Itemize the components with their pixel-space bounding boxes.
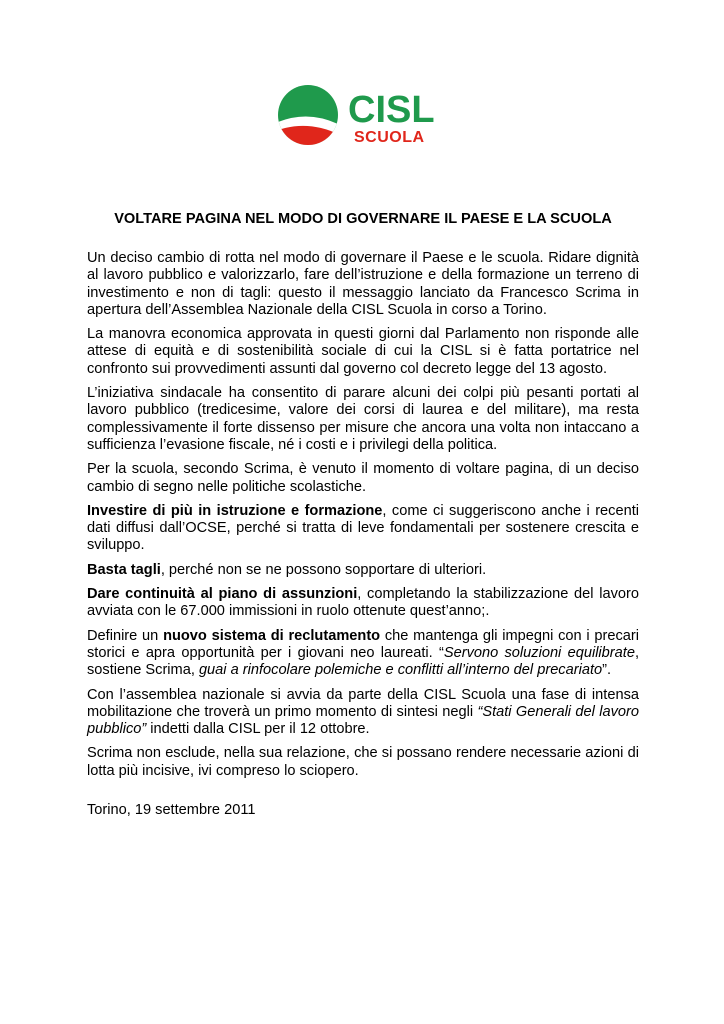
paragraph: L’iniziativa sindacale ha consentito di parare alcuni dei colpi più pesanti portati al lavoro pubblico (tredicesime, valore dei corsi di laurea e del militare), ma resta complessivamente il forte dissenso per misure che ancora una volta non intaccano a sufficienza l’evasione fiscale, né i costi e i privilegi della politica. xyxy=(87,385,639,453)
bold-phrase: Basta tagli xyxy=(87,561,161,578)
paragraph xyxy=(87,562,639,579)
italic-quote: guai a rinfocolare polemiche e conflitti all’interno del precariato xyxy=(198,662,603,679)
paragraph: Un deciso cambio di rotta nel modo di governare il Paese e le scuola. Ridare dignità al lavoro pubblico e valorizzarlo, fare dell’istruzione e della formazione un terreno di investimento e non di tagli: questo il messaggio lanciato da Francesco Scrima in apertura dell’Assemblea Nazionale della CISL Scuola in corso a Torino. xyxy=(87,250,639,318)
italic-quote: Servono soluzioni equilibrate xyxy=(443,644,635,661)
paragraph: Per la scuola, secondo Scrima, è venuto il momento di voltare pagina, di un deciso cambio di segno nelle politiche scolastiche. xyxy=(87,461,639,495)
document-body xyxy=(87,250,639,787)
bold-phrase: nuovo sistema di reclutamento xyxy=(163,627,381,644)
paragraph xyxy=(87,628,639,680)
bold-phrase: Investire di più in istruzione e formazione xyxy=(87,502,383,519)
paragraph-text: Con l’assemblea nazionale si avvia da parte della CISL Scuola una fase di intensa mobilitazione che troverà un primo momento di sintesi negli xyxy=(87,686,639,720)
paragraph-text: , completando la stabilizzazione del lavoro avviata con le 67.000 immissioni in ruolo ottenute quest’anno;. xyxy=(87,586,639,620)
paragraph: Scrima non esclude, nella sua relazione, che si possano rendere necessarie azioni di lotta più incisive, ivi compreso lo sciopero. xyxy=(87,745,639,779)
document-title: VOLTARE PAGINA NEL MODO DI GOVERNARE IL PAESE E LA SCUOLA xyxy=(114,211,612,227)
italic-quote: “Stati Generali del lavoro pubblico” xyxy=(87,703,639,738)
paragraph xyxy=(87,503,639,555)
paragraph: La manovra economica approvata in questi giorni dal Parlamento non risponde alle attese di equità e di sostenibilità sociale di cui la CISL si è fatta portatrice nel confronto sui provvedimenti assunti dal governo col decreto legge del 13 agosto. xyxy=(87,326,639,377)
paragraph-text: , perché non se ne possono sopportare di ulteriori. xyxy=(160,561,487,578)
paragraph-text: che mantenga gli impegni con i precari storici e apra opportunità per i giovani neo laureati. “ xyxy=(87,627,639,661)
paragraph-text: indetti dalla CISL per il 12 ottobre. xyxy=(146,721,370,738)
logo-cisl-text: CISL xyxy=(348,89,435,131)
logo-scuola-text: SCUOLA xyxy=(354,129,425,146)
paragraph-text: , come ci suggeriscono anche i recenti dati diffusi dall’OCSE, perché si tratta di leve fondamentali per sostenere crescita e sviluppo. xyxy=(87,502,639,554)
cisl-scuola-logo xyxy=(278,84,452,148)
paragraph xyxy=(87,687,639,739)
paragraph xyxy=(87,586,639,621)
paragraph-text: , sostiene Scrima, xyxy=(87,644,639,679)
document-date: Torino, 19 settembre 2011 xyxy=(87,802,256,818)
paragraph-text: Definire un xyxy=(87,627,164,644)
cisl-logo-mark xyxy=(278,84,452,148)
paragraph-text: ”. xyxy=(602,662,612,679)
bold-phrase: Dare continuità al piano di assunzioni xyxy=(87,586,358,603)
